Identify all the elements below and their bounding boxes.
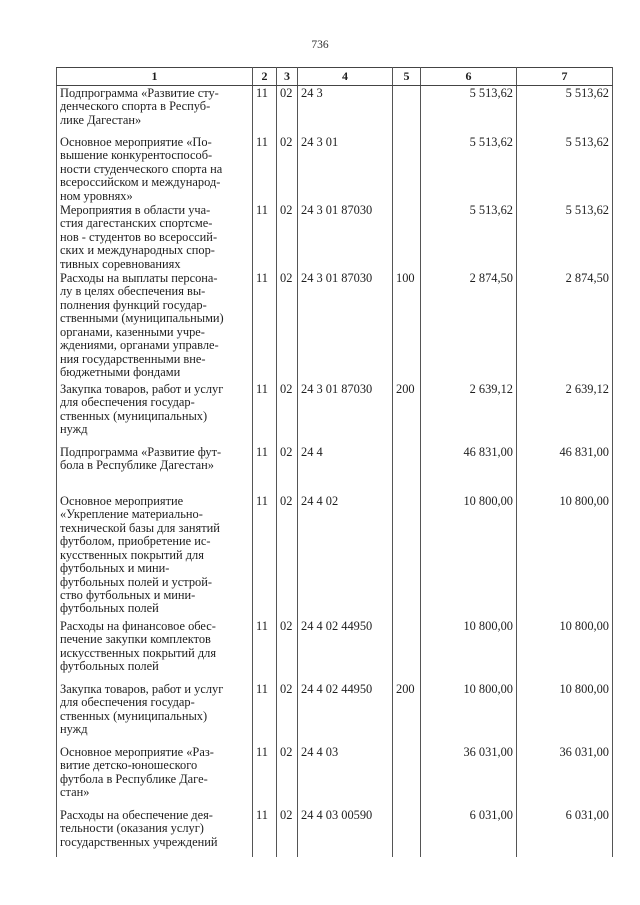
amount-cell: 36 031,00 <box>517 745 613 808</box>
expense-type-cell <box>393 203 421 271</box>
column-header: 7 <box>517 68 613 86</box>
row-name-cell: Закупка товаров, работ и услуг для обеспечения государ- ственных (муниципальных) нужд <box>57 382 253 445</box>
table-row <box>57 619 613 682</box>
table-row <box>57 382 613 445</box>
column-header: 2 <box>253 68 277 86</box>
amount-cell: 5 513,62 <box>517 203 613 271</box>
amount-cell: 36 031,00 <box>421 745 517 808</box>
column-header: 5 <box>393 68 421 86</box>
column-header: 1 <box>57 68 253 86</box>
row-name-cell: Основное мероприятие «Раз- витие детско-юношеского футбола в Республике Даге- стан» <box>57 745 253 808</box>
expense-type-cell <box>393 135 421 203</box>
table-row <box>57 808 613 857</box>
target-article-cell: 24 3 01 87030 <box>298 382 393 445</box>
expense-type-cell <box>393 619 421 682</box>
table-row <box>57 445 613 494</box>
amount-cell: 6 031,00 <box>517 808 613 857</box>
row-name-cell: Основное мероприятие «По- вышение конкурентоспособ- ности студенческого спорта на всероссийском и международ- ном уровнях» <box>57 135 253 203</box>
expense-type-cell <box>393 745 421 808</box>
target-article-cell: 24 4 02 <box>298 494 393 619</box>
section-code-cell: 11 <box>253 494 277 619</box>
table-row <box>57 86 613 136</box>
table-row <box>57 203 613 271</box>
section-code-cell: 11 <box>253 203 277 271</box>
subsection-code-cell: 02 <box>277 682 298 745</box>
row-name-cell: Подпрограмма «Развитие фут- бола в Республике Дагестан» <box>57 445 253 494</box>
expense-type-cell <box>393 86 421 136</box>
expense-type-cell <box>393 494 421 619</box>
target-article-cell: 24 3 01 87030 <box>298 271 393 382</box>
amount-cell: 2 874,50 <box>421 271 517 382</box>
budget-table <box>56 67 613 857</box>
amount-cell: 2 874,50 <box>517 271 613 382</box>
row-name-cell: Расходы на обеспечение дея- тельности (оказания услуг) государственных учреждений <box>57 808 253 857</box>
target-article-cell: 24 3 <box>298 86 393 136</box>
section-code-cell: 11 <box>253 86 277 136</box>
subsection-code-cell: 02 <box>277 745 298 808</box>
amount-cell: 2 639,12 <box>517 382 613 445</box>
amount-cell: 5 513,62 <box>421 135 517 203</box>
amount-cell: 10 800,00 <box>517 619 613 682</box>
table-row <box>57 271 613 382</box>
row-name-cell: Расходы на выплаты персона- лу в целях обеспечения вы- полнения функций государ- ственными (муниципальными) органами, казенными учре- ждениями, органами управле- ния государственными вне- бюджетными фондами <box>57 271 253 382</box>
column-header: 3 <box>277 68 298 86</box>
target-article-cell: 24 4 02 44950 <box>298 619 393 682</box>
table-row <box>57 135 613 203</box>
amount-cell: 2 639,12 <box>421 382 517 445</box>
table-row <box>57 682 613 745</box>
column-header: 4 <box>298 68 393 86</box>
target-article-cell: 24 3 01 <box>298 135 393 203</box>
subsection-code-cell: 02 <box>277 494 298 619</box>
row-name-cell: Подпрограмма «Развитие сту- денческого спорта в Респуб- лике Дагестан» <box>57 86 253 136</box>
row-name-cell: Мероприятия в области уча- стия дагестанских спортсме- нов - студентов во всероссий- ских и международных спор- тивных соревнованиях <box>57 203 253 271</box>
amount-cell: 10 800,00 <box>517 682 613 745</box>
column-header: 6 <box>421 68 517 86</box>
section-code-cell: 11 <box>253 135 277 203</box>
amount-cell: 6 031,00 <box>421 808 517 857</box>
target-article-cell: 24 4 03 00590 <box>298 808 393 857</box>
subsection-code-cell: 02 <box>277 619 298 682</box>
row-name-cell: Основное мероприятие «Укрепление материально- технической базы для занятий футболом, приобретение ис- кусственных покрытий для футбольных и мини- футбольных полей и устрой- ство футбольных и мини- футбольных полей <box>57 494 253 619</box>
section-code-cell: 11 <box>253 445 277 494</box>
subsection-code-cell: 02 <box>277 86 298 136</box>
amount-cell: 10 800,00 <box>517 494 613 619</box>
section-code-cell: 11 <box>253 619 277 682</box>
subsection-code-cell: 02 <box>277 203 298 271</box>
section-code-cell: 11 <box>253 808 277 857</box>
target-article-cell: 24 3 01 87030 <box>298 203 393 271</box>
target-article-cell: 24 4 <box>298 445 393 494</box>
subsection-code-cell: 02 <box>277 445 298 494</box>
expense-type-cell <box>393 445 421 494</box>
target-article-cell: 24 4 02 44950 <box>298 682 393 745</box>
expense-type-cell: 100 <box>393 271 421 382</box>
amount-cell: 10 800,00 <box>421 682 517 745</box>
row-name-cell: Закупка товаров, работ и услуг для обеспечения государ- ственных (муниципальных) нужд <box>57 682 253 745</box>
target-article-cell: 24 4 03 <box>298 745 393 808</box>
section-code-cell: 11 <box>253 382 277 445</box>
expense-type-cell <box>393 808 421 857</box>
table-row <box>57 494 613 619</box>
amount-cell: 5 513,62 <box>421 86 517 136</box>
amount-cell: 10 800,00 <box>421 619 517 682</box>
row-name-cell: Расходы на финансовое обес- печение закупки комплектов искусственных покрытий для футбольных полей <box>57 619 253 682</box>
subsection-code-cell: 02 <box>277 135 298 203</box>
table-row <box>57 745 613 808</box>
amount-cell: 46 831,00 <box>421 445 517 494</box>
amount-cell: 10 800,00 <box>421 494 517 619</box>
expense-type-cell: 200 <box>393 382 421 445</box>
subsection-code-cell: 02 <box>277 271 298 382</box>
section-code-cell: 11 <box>253 271 277 382</box>
amount-cell: 46 831,00 <box>517 445 613 494</box>
expense-type-cell: 200 <box>393 682 421 745</box>
subsection-code-cell: 02 <box>277 382 298 445</box>
amount-cell: 5 513,62 <box>517 86 613 136</box>
subsection-code-cell: 02 <box>277 808 298 857</box>
amount-cell: 5 513,62 <box>421 203 517 271</box>
section-code-cell: 11 <box>253 745 277 808</box>
amount-cell: 5 513,62 <box>517 135 613 203</box>
page-number: 736 <box>311 39 329 51</box>
header-row <box>57 68 613 86</box>
section-code-cell: 11 <box>253 682 277 745</box>
